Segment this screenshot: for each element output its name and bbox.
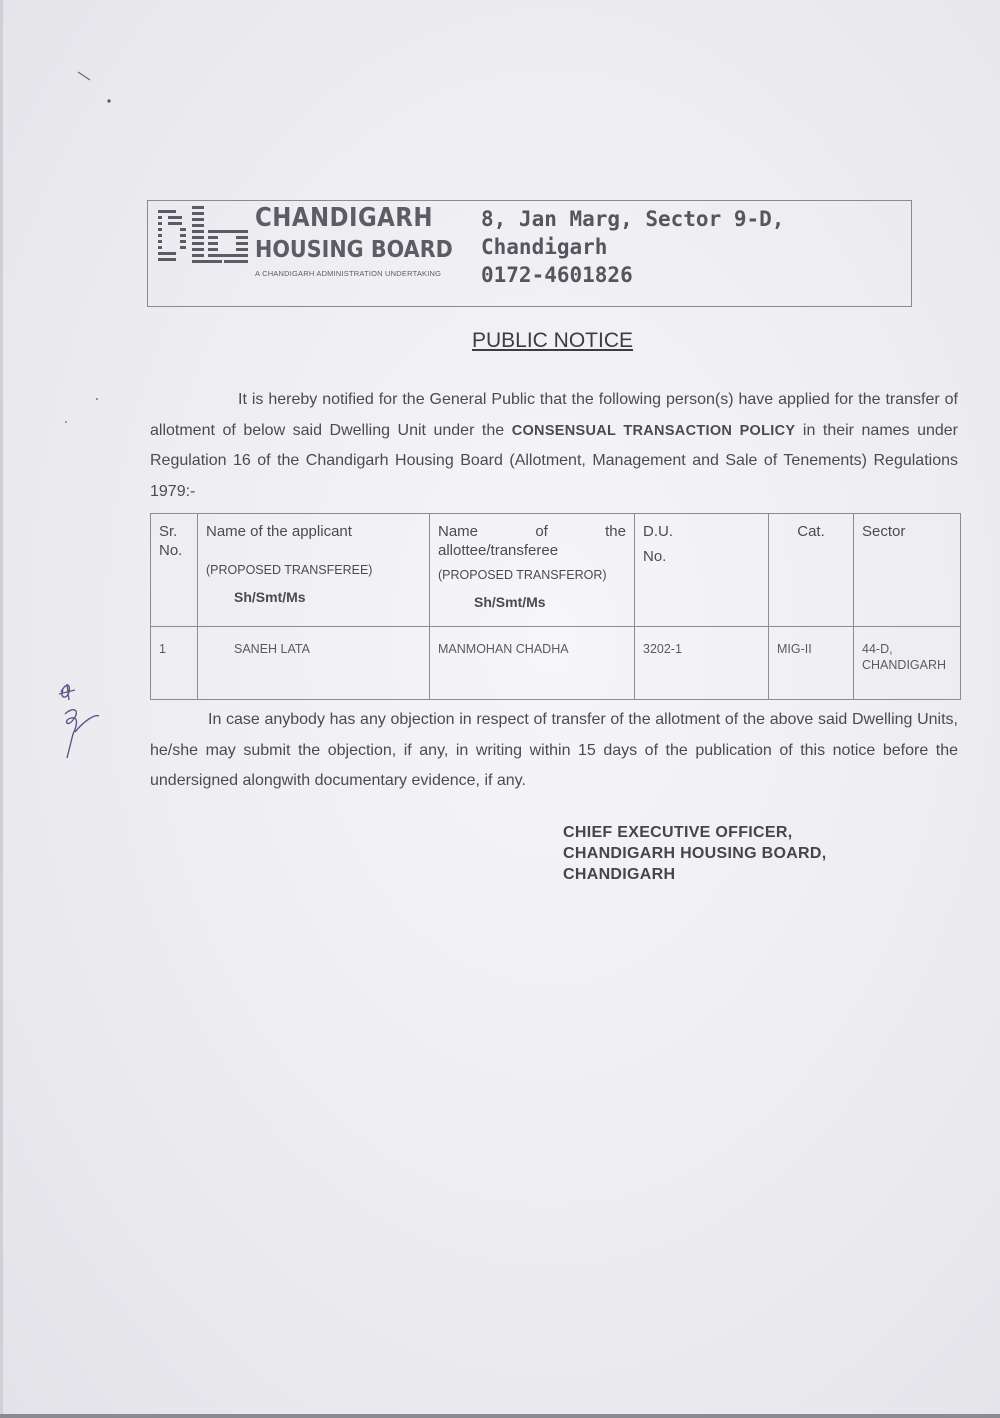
chb-logo-icon: [158, 206, 250, 268]
header-allottee-line2: allottee/transferee: [438, 542, 559, 559]
phone-number: 0172-4601826: [481, 263, 633, 287]
header-applicant-honorific: Sh/Smt/Ms: [234, 589, 306, 605]
intro-paragraph: [150, 385, 958, 508]
policy-name: CONSENSUAL TRANSACTION POLICY: [511, 422, 796, 439]
notice-title: [0, 329, 1000, 353]
objection-paragraph: [150, 705, 958, 797]
cell-sector: 44-D, CHANDIGARH: [854, 627, 961, 700]
signatory-line2: CHANDIGARH HOUSING BOARD,: [563, 845, 827, 862]
header-allottee-honorific: Sh/Smt/Ms: [474, 594, 546, 610]
header-applicant-title: Name of the applicant: [206, 523, 352, 540]
cell-allottee: MANMOHAN CHADHA: [430, 627, 635, 700]
transfer-table: [150, 513, 961, 700]
intro-text-after: in their names under Regulation 16 of the Chandigarh Housing Board (Allotment, Management and Sale of Tenements) Regulations 1979:-: [150, 421, 958, 501]
intro-text-before: It is hereby notified for the General Public that the following person(s) have applied for the transfer of allotment of below said Dwelling Unit under the: [150, 391, 958, 439]
header-allottee: [430, 514, 635, 627]
header-applicant-sub: (PROPOSED TRANSFEREE): [206, 563, 373, 577]
header-allottee-line1: [438, 522, 626, 541]
table-header-row: [151, 514, 961, 627]
brand-name-line2: HOUSING BOARD: [255, 237, 453, 263]
cell-du-no: 3202-1: [635, 627, 769, 700]
letterhead: [147, 200, 912, 307]
address-block: [481, 205, 784, 289]
header-du-no: [635, 514, 769, 627]
header-allottee-word2: of: [535, 523, 548, 540]
address-line2: Chandigarh: [481, 235, 608, 259]
header-sr-no: Sr. No.: [151, 514, 198, 627]
cell-sr: 1: [151, 627, 198, 700]
notice-title-text: PUBLIC NOTICE: [471, 329, 634, 352]
objection-text: In case anybody has any objection in respect of transfer of the allotment of the above said Dwelling Units, he/she may submit the objection, if any, in writing within 15 days of the publication of this notice before the undersigned alongwith documentary evidence, if any.: [150, 711, 958, 790]
header-allottee-word3: the: [605, 523, 626, 540]
brand-name-line1: CHANDIGARH: [255, 203, 433, 233]
header-allottee-word1: Name: [438, 523, 479, 540]
header-applicant: [198, 514, 430, 627]
header-category: Cat.: [769, 514, 854, 627]
cell-applicant: SANEH LATA: [198, 627, 430, 700]
handwritten-initials-icon: [55, 680, 105, 765]
header-du-line2: No.: [643, 548, 667, 565]
header-allottee-sub: (PROPOSED TRANSFEROR): [438, 568, 607, 582]
signatory-block: [563, 822, 827, 885]
header-du-line1: D.U.: [643, 523, 673, 540]
brand-tagline: A CHANDIGARH ADMINISTRATION UNDERTAKING: [255, 269, 442, 278]
signatory-line1: CHIEF EXECUTIVE OFFICER,: [563, 824, 793, 841]
address-line1: 8, Jan Marg, Sector 9-D,: [481, 207, 785, 231]
signatory-line3: CHANDIGARH: [563, 866, 676, 883]
header-sector: Sector: [854, 514, 961, 627]
table-row: [151, 627, 961, 700]
cell-category: MIG-II: [769, 627, 854, 700]
